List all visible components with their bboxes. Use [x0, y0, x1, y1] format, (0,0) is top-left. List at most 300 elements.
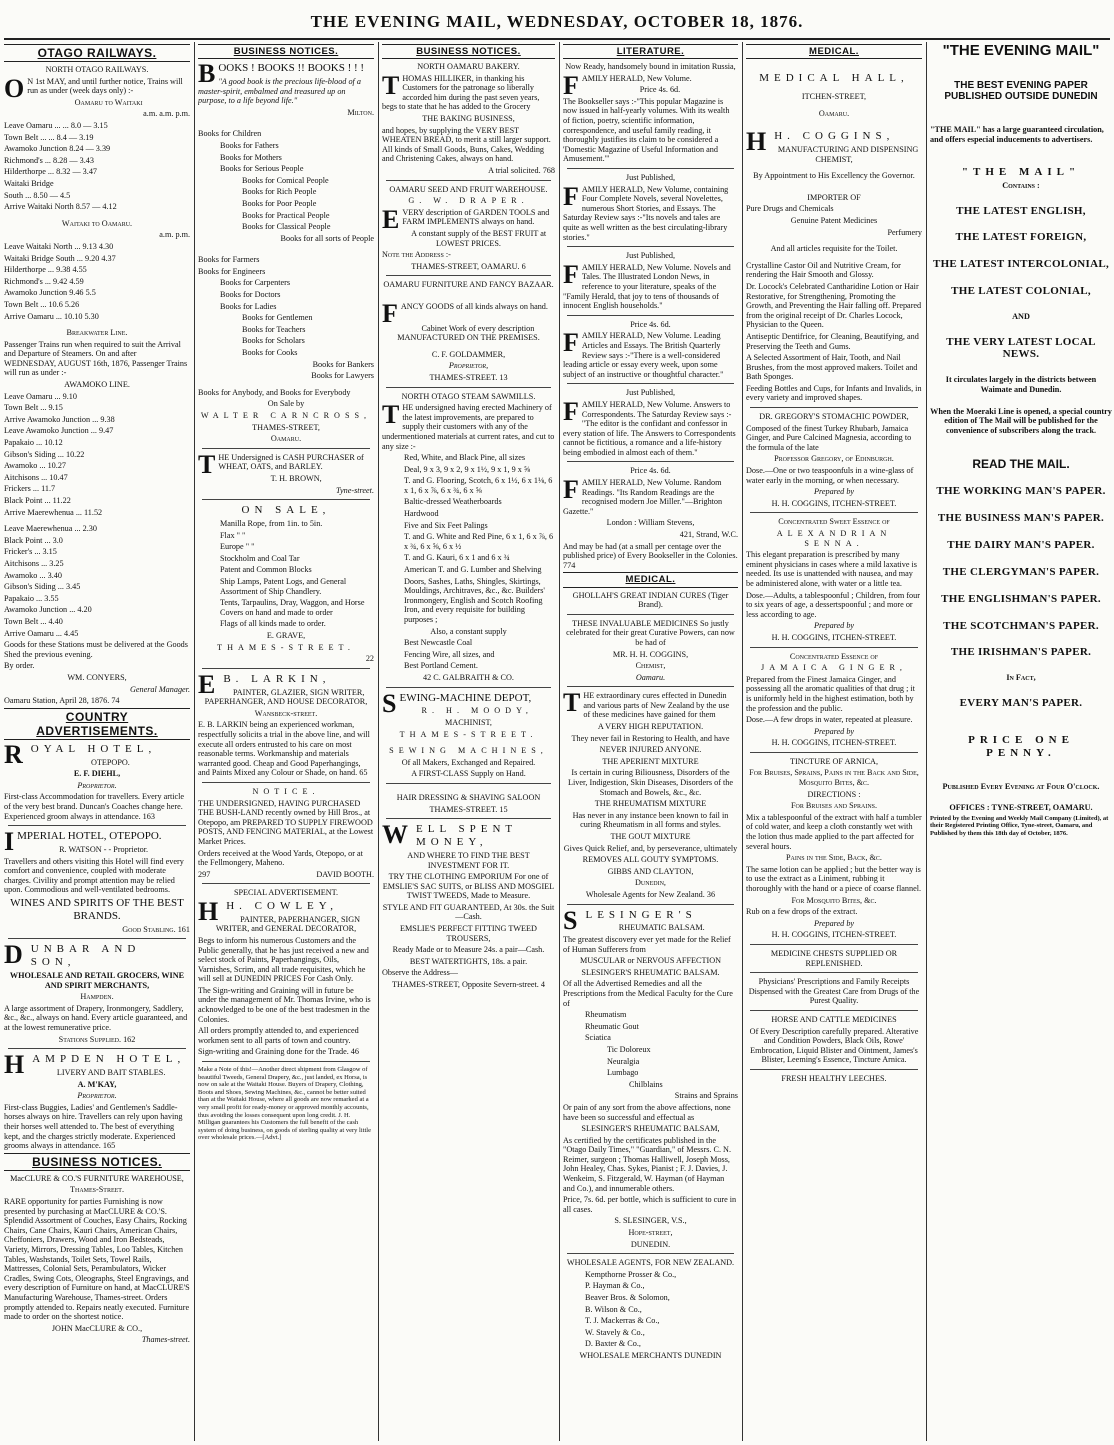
list-item: Books for Rich People: [242, 187, 317, 197]
station-date: Oamaru Station, April 28, 1876. 74: [4, 696, 120, 706]
list-item: Books for Cooks: [242, 348, 298, 358]
column-2: [198, 42, 374, 1441]
milligan-note: Make a Note of this!—Another direct shipment from Glasgow of beautiful Tweeds, General Drapery, &c., just landed, ex Horsa, is now on sale at the Waitaki House. Buyers of Drapery, Clothing, Boots and Shoes, Sewing Machines, &c., cannot be better suited than at the Waitaki House, where all goods are now remarked at a very small profit for ready-money or approved monthly accounts, thus avoiding the losses consequent upon long credit. J. H. Milligan guarantees his Customers the full benefit of the cash system of doing business, on goods of sterling quality at very little over wholesale prices.—[Advt.]: [198, 1066, 371, 1142]
aperient-text: Is certain in curing Biliousness, Disorders of the Liver, Indigestion, Skin Diseases, Disorders of the Stomach and Bowels, &c., &c.: [568, 768, 733, 797]
sawmills: NORTH OTAGO STEAM SAWMILLS.: [401, 391, 536, 401]
london: London : William Stevens,: [606, 518, 695, 528]
product: Crystalline Castor Oil and Nutritive Cream, for rendering the Hair Smooth and Glossy.: [746, 260, 901, 280]
list-item: Strains and Sprains: [674, 1091, 738, 1101]
list-item: Books for Classical People: [242, 222, 331, 232]
lit-price: Price 4s. 6d.: [639, 85, 681, 95]
timetable-row: Arrive Waitaki North 8.57 — 4.12: [4, 202, 117, 212]
ghollah: GHOLLAH'S GREAT INDIAN CURES (Tiger Brand).: [572, 590, 729, 610]
rheumatism: THE RHEUMATISM MIXTURE: [594, 799, 707, 809]
column-rule: [194, 42, 195, 1441]
published: Published Every Evening at Four O'clock.: [942, 781, 1100, 791]
grave-addr: THAMES-STREET.: [217, 642, 355, 652]
hampden: Hampden.: [80, 992, 114, 1002]
latest-item: THE LATEST FOREIGN,: [955, 231, 1087, 244]
offices: OFFICES : TYNE-STREET, OAMARU.: [949, 803, 1093, 813]
ready: Ready Made or to Measure 24s. a pair—Cash.: [392, 945, 545, 955]
draper: G. W. DRAPER.: [408, 196, 529, 206]
list-item: Books for Lawyers: [311, 371, 374, 381]
goldammer-addr: THAMES-STREET. 13: [429, 372, 508, 382]
stabling: Good Stabling. 161: [122, 924, 190, 934]
gout: THE GOUT MIXTURE: [610, 832, 691, 841]
list-item: Books for Gentlemen: [242, 313, 313, 323]
otago-railways-heading: OTAGO RAILWAYS.: [4, 44, 190, 62]
hhc: H. H. COGGINS, ITCHEN-STREET.: [771, 930, 897, 940]
prepared: Prepared by: [813, 726, 855, 736]
list-item: T. and G. Flooring, Scotch, 6 x 1½, 6 x 1⅛, 6 x 1, 6 x ⅞, 6 x ¾, 6 x ⅝: [404, 476, 553, 495]
paper-item: THE ENGLISHMAN'S PAPER.: [941, 592, 1101, 605]
timetable-row: Town Belt ... 9.15: [4, 403, 63, 413]
first-class: A FIRST-CLASS Supply on Hand.: [411, 769, 526, 779]
saw-list: [382, 453, 555, 625]
machinist: MACHINIST,: [445, 718, 492, 728]
list-item: Neuralgia: [607, 1056, 640, 1066]
draper-addr: THAMES-STREET, OAMARU. 6: [411, 261, 526, 271]
furniture-bazaar: OAMARU FURNITURE AND FANCY BAZAAR.: [383, 280, 554, 290]
list-item: Books for Doctors: [220, 290, 281, 300]
chests: MEDICINE CHESTS SUPPLIED OR REPLENISHED.: [770, 948, 898, 968]
list-item: Books for Comical People: [242, 175, 329, 185]
timetable-row: Leave Oamaru ... 9.10: [4, 391, 77, 401]
list-item: Books for Scholars: [242, 336, 305, 346]
booth: DAVID BOOTH.: [316, 869, 374, 879]
list-item: B. Wilson & Co.,: [585, 1304, 642, 1314]
list-item: Rheumatic Gout: [585, 1021, 639, 1031]
list-item: Stockholm and Coal Tar: [220, 553, 300, 563]
timetable-row: Waitaki Bridge South ... 9.20 4.37: [4, 253, 116, 263]
bakery-trial: A trial solicited. 768: [488, 166, 555, 176]
timetable-row: South ... 8.50 — 4.5: [4, 190, 71, 200]
contains: Contains :: [1002, 180, 1040, 190]
list-item: Books for Ladies: [220, 301, 277, 311]
circulates: It circulates largely in the districts between Waimate and Dunedin.: [945, 375, 1097, 394]
list-item: Deal, 9 x 3, 9 x 2, 9 x 1½, 9 x 1, 9 x ⅝: [404, 464, 530, 474]
booth-orders: Orders received at the Wood Yards, Otepopo, or at the Fellmongery, Maheno.: [198, 848, 363, 868]
moody-addr: THAMES-STREET.: [399, 729, 538, 739]
bakery-text: THOMAS HILLIKER, in thanking his Customers for the patronage so liberally accorded him during the past seven years, begs to state that he has added to the Grocery: [382, 70, 540, 112]
country-ads-heading: COUNTRY ADVERTISEMENTS.: [4, 708, 190, 740]
timetable-row: Leave Waitaki North ... 9.13 4.30: [4, 241, 114, 251]
column-1: [4, 42, 190, 1441]
business-heading: BUSINESS NOTICES.: [198, 44, 374, 59]
timetable-row: Town Belt ... 10.6 5.26: [4, 299, 80, 309]
timetable-row: Aitchisons ... 3.25: [4, 558, 64, 568]
reputation: A VERY HIGH REPUTATION.: [597, 722, 704, 732]
mfg: MANUFACTURING AND DISPENSING CHEMIST,: [777, 145, 919, 164]
emporium: TRY THE CLOTHING EMPORIUM For one of EMSLIE'S SAC SUITS, or BLISS AND MOSGIEL TWIST TWEEDS, Made to Measure.: [382, 872, 555, 901]
senna-text: This elegant preparation is prescribed by many eminent physicians in cases where a mild laxative is needed. Its use is unattended with nausea, and may be administered alone, with water or a little tea.: [746, 550, 917, 588]
cowley-text: Begs to inform his numerous Customers and the Public generally, that he has just received a new and select stock of Paints, Paperhangings, Oils, Varnishes, Scrim, and all trade requisites, which he will sell at DUNEDIN PRICES For Cash Only.: [198, 935, 369, 984]
milton-quote: "A good book is the precious life-blood of a master-spirit, embalmed and treasured up on purpose, to a life beyond life.": [198, 76, 361, 106]
watertights: BEST WATERTIGHTS, 18s. a pair.: [409, 956, 528, 966]
every-man: EVERY MAN'S PAPER.: [959, 696, 1083, 709]
dir-heading: For Bruises and Sprains.: [790, 801, 878, 811]
timetable-row: Town Belt ... ... 8.4 — 3.19: [4, 132, 94, 142]
timetable-down: [4, 242, 190, 321]
import-item: Perfumery: [887, 227, 922, 237]
advertised: Of all the Advertised Remedies and all the Prescriptions from the Medical Faculty for the Cure of: [563, 979, 733, 1008]
gregory: DR. GREGORY'S STOMACHIC POWDER,: [759, 412, 909, 422]
list-item: Five and Six Feet Palings: [404, 520, 488, 530]
timetable-row: Papakaio ... 10.12: [4, 438, 63, 448]
wines: WINES AND SPIRITS OF THE BEST BRANDS.: [10, 897, 184, 922]
lit-text-6: FAMILY HERALD, New Volume. Random Readings. "Its Random Readings are the recognised modern Joe Miller."—Brighton Gazette.": [563, 475, 723, 516]
well-spent: WELL SPENT MONEY,: [382, 820, 517, 850]
prepared: Prepared by: [813, 918, 855, 928]
moody: R. H. MOODY,: [421, 706, 533, 716]
product: Antiseptic Dentifrice, for Cleaning, Beautifying, and Preserving the Teeth and Gums.: [746, 331, 919, 351]
the-mail: "THE MAIL": [961, 166, 1081, 179]
signer: WM. CONYERS,: [67, 672, 127, 682]
stations-supplied: Stations Supplied. 162: [58, 1034, 136, 1044]
in-fact: In Fact,: [1006, 673, 1036, 683]
list-item: Books for Teachers: [242, 324, 306, 334]
moeraki: When the Moeraki Line is opened, a special country edition of The Mail will be published for the convenience of subscribers along the track.: [930, 406, 1112, 435]
trousers: EMSLIE'S PERFECT FITTING TWEED TROUSERS,: [400, 924, 537, 943]
ginger: JAMAICA GINGER,: [761, 663, 907, 673]
gregory-text: Composed of the finest Turkey Rhubarb, Jamaica Ginger, and Pure Calcined Magnesia, according to the formula of the late: [746, 423, 912, 452]
style: STYLE AND FIT GUARANTEED, At 30s. the Suit—Cash.: [382, 902, 555, 922]
brown: T. H. BROWN,: [270, 473, 322, 483]
timetable-row: Arrive Maerewhenua ... 11.52: [4, 507, 103, 517]
column-5: [746, 42, 922, 1441]
observe: Observe the Address—: [382, 968, 458, 978]
special-ad: SPECIAL ADVERTISEMENT.: [233, 888, 339, 898]
books-list-1: [198, 129, 374, 243]
paper-item: THE WORKING MAN'S PAPER.: [936, 485, 1106, 498]
goods-note: Goods for these Stations must be delivered at the Goods Shed the previous evening.: [4, 640, 188, 659]
horse-text: Of Every Description carefully prepared. Alterative and Condition Powders, Black Oils, Rowe' Embrocation, Liquid Blister and Ointment, James's Blister, Leeming's Essence, Tincture Arnica.: [749, 1026, 919, 1065]
column-rule: [742, 42, 743, 1441]
grave-num: 22: [365, 654, 374, 664]
timetable-header: a.m. a.m. p.m.: [143, 109, 190, 119]
gibbs: GIBBS AND CLAYTON,: [607, 866, 694, 876]
timetable-row: Fricker's ... 3.15: [4, 547, 57, 557]
mcclure-sign: JOHN MacCLURE & CO.,: [51, 1323, 143, 1333]
cowley-text-3: All orders promptly attended to, and experienced workmen sent to all parts of town and country.: [198, 1026, 359, 1045]
on-sale-list: [198, 519, 374, 629]
timetable-row: Papakaio ... 3.55: [4, 593, 59, 603]
mkay-text: First-class Buggies, Ladies' and Gentlemen's Saddle-horses always on hire. Travellers can rely upon having their horses well attended to. The best of everything kept, and the charges strictly moderate. Experienced grooms always in attendance. 165: [4, 1102, 183, 1151]
column-rule: [559, 42, 560, 1441]
list-item: Lumbago: [607, 1068, 639, 1078]
booth-num: 297: [198, 869, 211, 879]
draper-text-2: A constant supply of the BEST FRUIT at LOWEST PRICES.: [411, 229, 547, 248]
timetable-row: Richmond's ... 8.28 — 3.43: [4, 155, 94, 165]
medical-hall: MEDICAL HALL,: [759, 72, 909, 85]
list-item: Fencing Wire, all sizes, and: [404, 649, 495, 659]
list-item: Hardwood: [404, 509, 439, 519]
itchen-street: ITCHEN-STREET,: [801, 91, 867, 101]
strand: 421, Strand, W.C.: [679, 530, 738, 540]
literature-heading: LITERATURE.: [563, 44, 738, 59]
timetable-header: a.m. p.m.: [159, 230, 190, 240]
dunbar: DUNBAR AND SON,: [4, 940, 141, 970]
timetable-row: Arrive Oamaru ... 4.45: [4, 628, 79, 638]
thames: Thames-Street.: [70, 1185, 124, 1195]
wholesale: Wholesale Agents for New Zealand. 36: [585, 889, 716, 899]
lit-published: Just Published,: [625, 388, 676, 398]
paper-item: THE CLERGYMAN'S PAPER.: [942, 565, 1100, 578]
booth-text: THE UNDERSIGNED, HAVING PURCHASED THE BUSH-LAND recently owned by Hill Bros., at Otepopo, am PREPARED TO SUPPLY FIREWOOD POSTS, AND FENCING MATERIAL, at the Lowest Market Prices.: [198, 798, 374, 846]
column-rule: [378, 42, 379, 1441]
large-circulation: "THE MAIL" has a large guaranteed circulation, and offers especial inducements to advertisers.: [930, 124, 1104, 144]
draper-text: EVERY description of GARDEN TOOLS and FARM IMPLEMENTS always on hand.: [382, 204, 550, 234]
dir-heading: Pains in the Side, Back, &c.: [786, 853, 882, 863]
list-item: Books for Bankers: [312, 359, 374, 369]
galbraith: 42 C. GALBRAITH & CO.: [423, 672, 514, 682]
larkin-title: PAINTER, GLAZIER, SIGN WRITER, PAPERHANGER, AND HOUSE DECORATOR,: [204, 687, 368, 707]
dir-text: The same lotion can be applied ; but the better way is to use the extract as a Liniment, rubbing it thoroughly with the hand or a piece of coarse flannel.: [746, 864, 922, 894]
railways-title: NORTH OTAGO RAILWAYS.: [45, 65, 149, 75]
breakwater-line: Breakwater Line.: [66, 328, 128, 338]
timetable-row: Gibson's Siding ... 3.45: [4, 582, 81, 592]
timetable-row: Aitchisons ... 10.47: [4, 472, 68, 482]
timetable-row: Waitaki Bridge: [4, 178, 54, 188]
watson: R. WATSON - - Proprietor.: [59, 845, 149, 855]
lit-published: Just Published,: [625, 173, 676, 183]
product: Dr. Locock's Celebrated Cantharidine Lotion or Hair Restorative, for Strengthening, Promoting the Growth, and Preventing the Hair falling off. Prepared from the original receipt of Dr. Charles Locock, Physician to the Queen.: [746, 281, 922, 330]
timetable-row: Gibson's Siding ... 10.22: [4, 449, 85, 459]
list-item: Flags of all kinds made to order.: [220, 619, 326, 629]
arnica: TINCTURE OF ARNICA,: [789, 756, 879, 766]
timetable-row: Leave Awamoko Junction ... 9.47: [4, 426, 114, 436]
timetable-row: Leave Maerewhenua ... 2.30: [4, 524, 97, 534]
oamaru: Oamaru.: [818, 108, 850, 118]
prepared: Prepared by: [813, 487, 855, 497]
dunbar-text: A large assortment of Drapery, Ironmongery, Saddlery, &c., &c., always on hand. Every article guaranteed, and at the lowest remunerative price.: [4, 1003, 188, 1032]
list-item: T. and G. White and Red Pine, 6 x 1, 6 x ⅞, 6 x ¾, 6 x ⅝, 6 x ½: [404, 532, 554, 551]
list-item: Tents, Tarpaulins, Dray, Waggon, and Horse Covers on hand and made to order: [220, 598, 365, 617]
saw-list-2: [382, 638, 555, 671]
goldammer: C. F. GOLDAMMER,: [431, 349, 506, 359]
well-spent-2: AND WHERE TO FIND THE BEST INVESTMENT FOR IT.: [407, 850, 530, 870]
family-herald: FAMILY HERALD, New Volume.: [563, 70, 692, 100]
latest-item: THE LATEST COLONIAL,: [951, 285, 1091, 298]
proprietor: Proprietor.: [77, 780, 117, 790]
slesinger: SLESINGER'S: [563, 905, 697, 935]
mkay: A. M'KAY,: [77, 1079, 117, 1089]
diehl-text: First-class Accommodation for travellers. Every article of the very best brand. Duncan's Coaches change here. Experienced groom always in attendance. 163: [4, 792, 185, 821]
list-item: Ship Lamps, Patent Logs, and General Assortment of Ship Chandlery.: [220, 576, 347, 596]
lit-text-4: FAMILY HERALD, New Volume. Leading Articles and Essays. The British Quarterly Review says :-"There is a well-considered leading article or essay every week, upon some subject of an instructive or thoughtful character.": [563, 328, 724, 379]
balsam-price: Price, 7s. 6d. per bottle, which is sufficient to cure in all cases.: [563, 1195, 737, 1214]
timetable-row: Awamoko ... 10.27: [4, 461, 67, 471]
hampden-hotel: HAMPDEN HOTEL,: [4, 1050, 186, 1080]
lit-text-1: The Bookseller says :-"This popular Magazine is now issued in half-yearly volumes. With its wealth of fiction, poetry, scientific information, correspondence, and useful family reading, it thoroughly justifies its claim to be considered a 'Domestic Magazine of Useful Information and Amusement.'": [563, 96, 730, 164]
gregory-prof: Professor Gregory, of Edinburgh.: [774, 454, 894, 464]
medical-heading: MEDICAL.: [563, 572, 738, 587]
lit-price: Price 4s. 6d.: [630, 466, 671, 476]
paper-item: THE SCOTCHMAN'S PAPER.: [943, 619, 1099, 632]
read-the-mail: READ THE MAIL.: [972, 457, 1070, 472]
list-item: Books for Fathers: [220, 140, 279, 150]
list-item: Baltic-dressed Weatherboards: [404, 497, 502, 507]
timetable-row: Frickers ... 11.7: [4, 484, 56, 494]
product: A Selected Assortment of Hair, Tooth, and Nail Brushes, from the most approved makers. Toilet and Bath Sponges.: [746, 353, 918, 382]
imperial-hotel: IMPERIAL HOTEL, OTEPOPO.: [4, 827, 162, 857]
booth-sign-row: [198, 870, 374, 880]
list-item: Books for Serious People: [220, 164, 304, 174]
saw-also: Also, a constant supply: [430, 626, 507, 636]
carncross-town: Oamaru.: [270, 434, 302, 444]
merchants: WHOLESALE MERCHANTS DUNEDIN: [579, 1350, 722, 1360]
books-list-2: [198, 255, 374, 381]
never-2: NEVER INJURED ANYONE.: [599, 745, 702, 755]
bakery-title: NORTH OAMARU BAKERY.: [417, 62, 520, 72]
rheumatism-text: Has never in any instance been known to fail in curing Rheumatism in all forms and styles.: [572, 810, 729, 830]
and: AND: [1012, 312, 1030, 321]
cowley-text-4: Sign-writing and Graining done for the Trade. 46: [198, 1047, 359, 1057]
gregory-dose: Dose.—One or two teaspoonfuls in a wine-glass of water early in the morning, or when necessary.: [746, 466, 914, 485]
waitaki-to-oamaru: Waitaki to Oamaru.: [61, 218, 133, 228]
invaluable: THESE INVALUABLE MEDICINES So justly celebrated for their great Curative Powers, can now be had of: [566, 618, 735, 647]
draper-note: Note the Address :-: [382, 250, 451, 260]
books-title: BOOKS ! BOOKS !! BOOKS ! ! !: [198, 59, 365, 89]
column-6: [930, 42, 1112, 1441]
timetable-row: Awamoko Junction 9.46 5.5: [4, 288, 96, 298]
livery: LIVERY AND BAIT STABLES.: [56, 1068, 166, 1078]
muscular: MUSCULAR or NERVOUS AFFECTION: [579, 956, 722, 966]
awamoko-line: AWAMOKO LINE.: [64, 380, 130, 390]
lit-ready: Now Ready, handsomely bound in imitation Russia,: [565, 62, 736, 72]
list-item: T. J. Mackerras & Co.,: [585, 1316, 660, 1326]
timetable-row: Black Point ... 3.0: [4, 535, 63, 545]
product: Feeding Bottles and Cups, for Infants and Invalids, in every variety and improved shapes.: [746, 383, 922, 403]
diehl: E. F. DIEHL,: [73, 769, 121, 779]
breakwater-note: Passenger Trains run when required to suit the Arrival and Departure of Steamers. On and after WEDNESDAY, AUGUST 16th, 1876, Passenger Trains will run as under :-: [4, 339, 188, 378]
railways-intro: O N 1st MAY, and until further notice, Trains will run as under (week days only) :-: [4, 73, 183, 103]
sewing-depot: SEWING-MACHINE DEPOT,: [382, 688, 532, 718]
gout-text: Gives Quick Relief, and, by perseverance, ultimately: [563, 843, 738, 853]
lit-price: Price 4s. 6d.: [630, 319, 671, 329]
horse: HORSE AND CATTLE MEDICINES: [771, 1014, 897, 1024]
mcclure-addr: Thames-street.: [141, 1335, 190, 1345]
larkin-addr: Wansbeck-street.: [254, 708, 318, 718]
list-item: Best Newcastle Coal: [404, 638, 473, 648]
import-item: Pure Drugs and Chemicals: [746, 204, 834, 214]
importer: IMPORTER OF: [807, 192, 861, 202]
cures: THE extraordinary cures effected in Dunedin and various parts of New Zealand by the use of these medicines have gained for them: [563, 688, 730, 720]
paper-item: THE IRISHMAN'S PAPER.: [950, 646, 1092, 659]
hhc: H. H. COGGINS, ITCHEN-STREET.: [771, 738, 897, 748]
list-item: Beaver Bros. & Solomon,: [585, 1293, 670, 1303]
watson-text: Travellers and others visiting this Hotel will find every comfort and convenience, coupled with moderate charges. Civility and prompt attention may be relied upon. Commodious and well-ventilated bedrooms.: [4, 856, 184, 895]
mcclure-text: RARE opportunity for parties Furnishing is now presented by purchasing at MacCLURE & CO.'S. Splendid Assortment of Couches, Easy Chairs, Rocking Chairs, Cane Chairs, Kauri Chairs, American Chairs, Cheffoniers, Drawers, Wood and Iron Bedsteads, Variety, Mirrors, Dressing Tables, Loo Tables, Kitchen Tables, Washstands, Toilet Sets, Towel Rails, Mattresses, Colonial Sets, Perambulators, Wicker Cradles, Swing Cots, Oleographs, Steel Engravings, and every description of Furniture on hand, at MacCLURE'S Manufacturing Warehouse, Thames-street. Orders promptly attended to. Repairs neatly executed. Furniture made to order on the shortest notice.: [4, 1197, 190, 1322]
column-rule: [926, 42, 927, 1441]
seed-warehouse: OAMARU SEED AND FRUIT WAREHOUSE.: [389, 184, 548, 194]
list-item: Books for Practical People: [242, 210, 330, 220]
list-item: Patent and Common Blocks: [220, 565, 312, 575]
list-item: Books for Children: [198, 129, 262, 139]
ginger-dose: Dose.—A few drops in water, repeated at pleasure.: [746, 715, 913, 725]
appointment: By Appointment to His Excellency the Governor.: [753, 171, 915, 181]
latest-item: THE LATEST ENGLISH,: [956, 204, 1086, 217]
toilet: And all articles requisite for the Toilet.: [770, 244, 898, 254]
emslie-addr: THAMES-STREET, Opposite Severn-street. 4: [392, 980, 545, 990]
larkin: E B. LARKIN,: [198, 669, 331, 699]
larkin-text: E. B. LARKIN being an experienced workman, respectfully solicits a trial in the above line, and will execute all orders entrusted to his care on most reasonable terms. Workmanship and materials warranted good. Cheap and Good Paperhangings, and Paints Mixed any Colour or Shade, on hand. 65: [198, 720, 370, 778]
saw-text: THE undersigned having erected Machinery of the latest improvements, are prepared to supply their customers with any of the undermentioned materials at current rates, and cut to any size :-: [382, 400, 555, 451]
dunedin-2: DUNEDIN.: [630, 1239, 671, 1249]
certified: As certified by the certificates published in the "Otago Daily Times," "Guardian," of Messrs. C. N. Reimer, surgeon ; Thomas Halliwell, Joseph Moss, John Healey, Chas. Sykes, Pianist ; F. J. Davies, J. Wenkeim, S. Fitzgerald, W. Hayman (of Hayman and Co.), and innumerable others.: [563, 1135, 732, 1193]
bakery-text-2: and hopes, by supplying the VERY BEST WHEATEN BREAD, to merit a still larger support. All kinds of Small Goods, Buns, Cakes, Wedding and Christening Cakes, always on hand.: [382, 125, 551, 164]
greatest: The greatest discovery ever yet made for the Relief of Human Sufferers from: [563, 935, 731, 954]
sewing-machines: SEWING MACHINES,: [389, 746, 548, 756]
arnica-for: For Bruises, Sprains, Pains in the Back and Side, Mosquito Bites, &c.: [749, 768, 919, 788]
column-3: [382, 42, 555, 1441]
mail-title: "THE EVENING MAIL": [942, 42, 1100, 59]
ailments-list: [563, 1010, 738, 1101]
list-item: Europe " ": [220, 542, 255, 552]
oamaru-to-waitaki: Oamaru to Waitaki: [74, 97, 143, 107]
list-item: Books for all sorts of People: [280, 233, 374, 243]
list-item: Books for Mothers: [220, 152, 282, 162]
otepopo: OTEPOPO.: [90, 757, 130, 767]
list-item: Tic Doloreux: [607, 1044, 651, 1054]
aperient: THE APERIENT MIXTURE: [602, 756, 699, 766]
business-heading: BUSINESS NOTICES.: [382, 44, 555, 59]
goldammer-prop: Proprietor,: [448, 361, 489, 371]
list-item: American T. and G. Lumber and Shelving: [404, 565, 542, 575]
list-item: D. Baxter & Co.,: [585, 1339, 641, 1349]
books-anybody: Books for Anybody, and Books for Everybody: [198, 387, 351, 397]
timetable-row: Leave Oamaru ... ... 8.0 — 3.15: [4, 121, 108, 130]
list-item: T. and G. Kauri, 6 x 1 and 6 x ¾: [404, 553, 510, 563]
senna-pre: Concentrated Sweet Essence of: [778, 517, 890, 527]
fancy-goods: FANCY GOODS of all kinds always on hand.: [382, 298, 548, 328]
by-order: By order.: [4, 661, 35, 671]
notice: NOTICE.: [252, 786, 320, 796]
hair-saloon: HAIR DRESSING & SHAVING SALOON: [396, 793, 541, 802]
royal-hotel: ROYAL HOTEL,: [4, 739, 157, 769]
list-item: Books for Engineers: [198, 266, 266, 276]
slesinger-2: SLESINGER'S RHEUMATIC BALSAM.: [581, 967, 720, 977]
cowley-title: PAINTER, PAPERHANGER, SIGN WRITER, and GENERAL DECORATOR,: [215, 914, 361, 934]
timetable-row: Arrive Oamaru ... 10.10 5.30: [4, 311, 99, 321]
list-item: Books for Farmers: [198, 255, 260, 265]
list-item: Chilblains: [629, 1079, 663, 1089]
paper-item: THE DAIRY MAN'S PAPER.: [947, 539, 1095, 552]
list-item: Best Portland Cement.: [404, 661, 478, 671]
list-item: Kempthorne Prosser & Co.,: [585, 1269, 677, 1279]
prepared: Prepared by: [813, 621, 855, 631]
on-sale-by: On Sale by: [267, 399, 305, 409]
grave: E. GRAVE,: [266, 630, 306, 640]
oamaru: Oamaru.: [635, 672, 666, 682]
gout-2: REMOVES ALL GOUTY SYMPTOMS.: [582, 855, 719, 865]
leeches: FRESH HEALTHY LEECHES.: [781, 1073, 887, 1083]
hair-addr: THAMES-STREET. 15: [429, 804, 508, 814]
cowley: H H. COWLEY,: [198, 896, 339, 926]
list-item: Red, White, and Black Pine, all sizes: [404, 453, 526, 463]
agents-list: [563, 1270, 738, 1349]
timetable-up: [4, 121, 190, 212]
ginger-pre: Concentrated Essence of: [789, 651, 879, 661]
timetable-row: Black Point ... 11.22: [4, 496, 71, 505]
list-item: Manilla Rope, from 1in. to 5in.: [220, 519, 323, 529]
brown-text: THE Undersigned is CASH PURCHASER of WHEAT, OATS, and BARLEY.: [198, 449, 364, 479]
dir-heading: For Mosquito Bites, &c.: [791, 895, 877, 905]
latest-local: THE VERY LATEST LOCAL NEWS.: [946, 335, 1096, 361]
hhc: H. H. COGGINS, ITCHEN-STREET.: [771, 632, 897, 642]
cabinet: Cabinet Work of every description MANUFACTURED ON THE PREMISES.: [397, 323, 540, 343]
timetable-row: Hilderthorpe ... 9.38 4.55: [4, 265, 87, 275]
